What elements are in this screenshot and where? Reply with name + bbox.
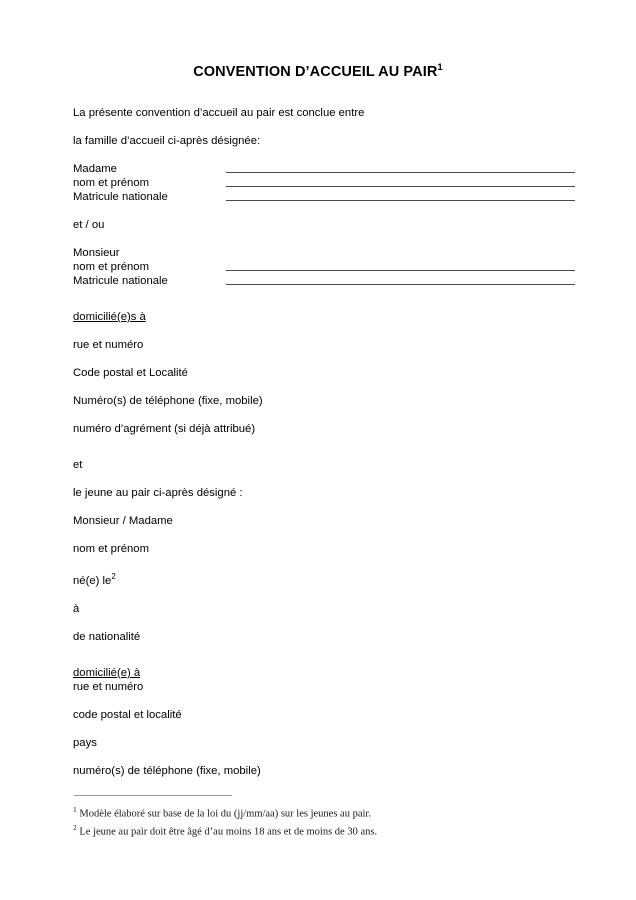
spacer bbox=[73, 380, 563, 394]
field-madame-name bbox=[73, 176, 563, 190]
spacer bbox=[73, 472, 563, 486]
field-au-pair-street: rue et numéro bbox=[73, 680, 144, 693]
host-family-address-heading bbox=[73, 310, 563, 324]
footnote-text: Modèle élaboré sur base de la loi du (jj/mm/aa) sur les jeunes au pair. bbox=[79, 808, 371, 820]
footnote-item bbox=[73, 803, 573, 821]
field-label: Monsieur bbox=[73, 247, 120, 259]
footnote-text: Le jeune au pair doit être âgé d’au moins 18 ans et de moins de 30 ans. bbox=[79, 826, 378, 838]
title-footnote-marker: 1 bbox=[437, 62, 443, 73]
field-madame-title bbox=[73, 162, 563, 176]
spacer bbox=[73, 750, 563, 764]
fill-in-rule[interactable] bbox=[226, 284, 575, 285]
field-au-pair-phone: numéro(s) de téléphone (fixe, mobile) bbox=[73, 764, 261, 777]
footnote-separator bbox=[74, 795, 232, 796]
field-label: né(e) le bbox=[73, 574, 112, 587]
field-madame-national-id bbox=[73, 190, 563, 204]
spacer bbox=[73, 722, 563, 736]
footnote-marker: 2 bbox=[73, 823, 77, 832]
field-host-approval-number: numéro d’agrément (si déjà attribué) bbox=[73, 423, 256, 435]
spacer bbox=[73, 436, 563, 458]
field-au-pair-name: nom et prénom bbox=[73, 543, 149, 555]
fill-in-rule[interactable] bbox=[226, 270, 575, 271]
spacer bbox=[73, 120, 563, 134]
field-au-pair-salutation: Monsieur / Madame bbox=[73, 515, 173, 527]
spacer bbox=[73, 500, 563, 514]
field-monsieur-national-id bbox=[73, 274, 563, 288]
spacer bbox=[73, 528, 563, 542]
au-pair-intro: le jeune au pair ci-après désigné : bbox=[73, 487, 243, 499]
field-host-phone: Numéro(s) de téléphone (fixe, mobile) bbox=[73, 395, 263, 407]
field-au-pair-nationality: de nationalité bbox=[73, 630, 141, 643]
field-host-street: rue et numéro bbox=[73, 339, 144, 351]
field-monsieur-name bbox=[73, 260, 563, 274]
au-pair-address-heading bbox=[73, 666, 563, 680]
birthdate-footnote-marker: 2 bbox=[111, 572, 116, 581]
footnote-item bbox=[73, 821, 573, 839]
spacer bbox=[73, 408, 563, 422]
intro-line-2: la famille d’accueil ci-après désignée: bbox=[73, 135, 261, 147]
fill-in-rule[interactable] bbox=[226, 186, 575, 187]
spacer bbox=[73, 644, 563, 666]
field-au-pair-postal: code postal et localité bbox=[73, 708, 182, 721]
spacer bbox=[73, 616, 563, 630]
page-title-text: CONVENTION D’ACCUEIL AU PAIR bbox=[193, 63, 438, 80]
footnote-marker: 1 bbox=[73, 805, 77, 814]
page-title bbox=[0, 62, 636, 80]
field-host-postal: Code postal et Localité bbox=[73, 367, 188, 379]
spacer bbox=[73, 232, 563, 246]
field-label: Madame bbox=[73, 163, 117, 175]
field-label: nom et prénom bbox=[73, 261, 149, 273]
field-label: nom et prénom bbox=[73, 177, 149, 189]
spacer bbox=[73, 324, 563, 338]
spacer bbox=[73, 556, 563, 570]
field-au-pair-country: pays bbox=[73, 736, 97, 749]
spacer bbox=[73, 588, 563, 602]
spacer bbox=[73, 204, 563, 218]
intro-line-1: La présente convention d’accueil au pair est conclue entre bbox=[73, 107, 365, 119]
spacer bbox=[73, 352, 563, 366]
field-label: Matricule nationale bbox=[73, 275, 168, 287]
footnote-list bbox=[73, 803, 573, 839]
au-pair-address-heading-text: domicilié(e) à bbox=[73, 666, 141, 679]
field-au-pair-birthdate bbox=[73, 570, 563, 588]
document-body bbox=[73, 106, 563, 778]
field-label: Matricule nationale bbox=[73, 191, 168, 203]
spacer bbox=[73, 288, 563, 310]
fill-in-rule[interactable] bbox=[226, 172, 575, 173]
spacer bbox=[73, 148, 563, 162]
host-family-address-heading-text: domicilié(e)s à bbox=[73, 311, 146, 323]
host-family-connector: et / ou bbox=[73, 219, 105, 231]
field-au-pair-birthplace: à bbox=[73, 602, 80, 615]
au-pair-connector: et bbox=[73, 459, 83, 471]
fill-in-rule[interactable] bbox=[226, 200, 575, 201]
spacer bbox=[73, 694, 563, 708]
field-monsieur-title bbox=[73, 246, 563, 260]
